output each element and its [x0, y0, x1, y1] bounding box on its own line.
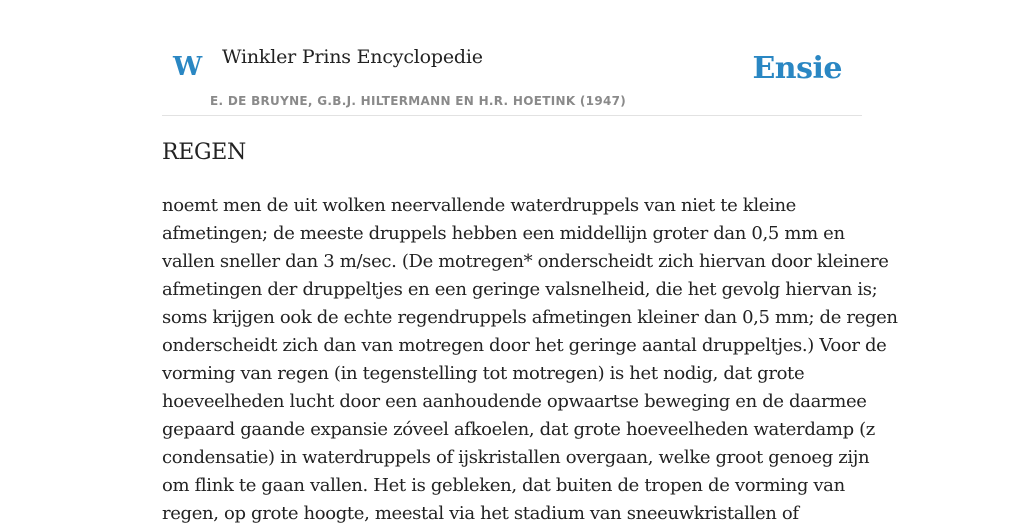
header-divider [162, 115, 862, 116]
entry-line: vallen sneller dan 3 m/sec. (De motregen* onderscheidt zich hiervan door kleinere [162, 251, 889, 272]
entry-body [162, 192, 898, 528]
book-title[interactable]: Winkler Prins Encyclopedie [222, 46, 483, 68]
authors-credit: E. DE BRUYNE, G.B.J. HILTERMANN EN H.R. HOETINK (1947) [210, 94, 627, 108]
entry-line: om flink te gaan vallen. Het is gebleken, dat buiten de tropen de vorming van [162, 475, 845, 496]
ensie-brand-logo[interactable]: Ensie [752, 51, 842, 86]
entry-line: hoeveelheden lucht door een aanhoudende opwaartse beweging en de daarmee [162, 391, 867, 412]
entry-line: gepaard gaande expansie zóveel afkoelen, dat grote hoeveelheden waterdamp (z [162, 419, 875, 440]
encyclopedia-logo-icon[interactable]: W [173, 52, 203, 82]
entry-line: soms krijgen ook de echte regendruppels afmetingen kleiner dan 0,5 mm; de regen [162, 307, 898, 328]
entry-line: afmetingen; de meeste druppels hebben een middellijn groter dan 0,5 mm en [162, 223, 845, 244]
entry-headword: REGEN [162, 140, 247, 165]
entry-line: vorming van regen (in tegenstelling tot motregen) is het nodig, dat grote [162, 363, 805, 384]
entry-line: condensatie) in waterdruppels of ijskristallen overgaan, welke groot genoeg zijn [162, 447, 870, 468]
entry-line: noemt men de uit wolken neervallende waterdruppels van niet te kleine [162, 195, 796, 216]
entry-line: afmetingen der druppeltjes en een geringe valsnelheid, die het gevolg hiervan is; [162, 279, 878, 300]
entry-line: regen, op grote hoogte, meestal via het stadium van sneeuwkristallen of [162, 503, 799, 524]
entry-line: onderscheidt zich dan van motregen door het geringe aantal druppeltjes.) Voor de [162, 335, 887, 356]
